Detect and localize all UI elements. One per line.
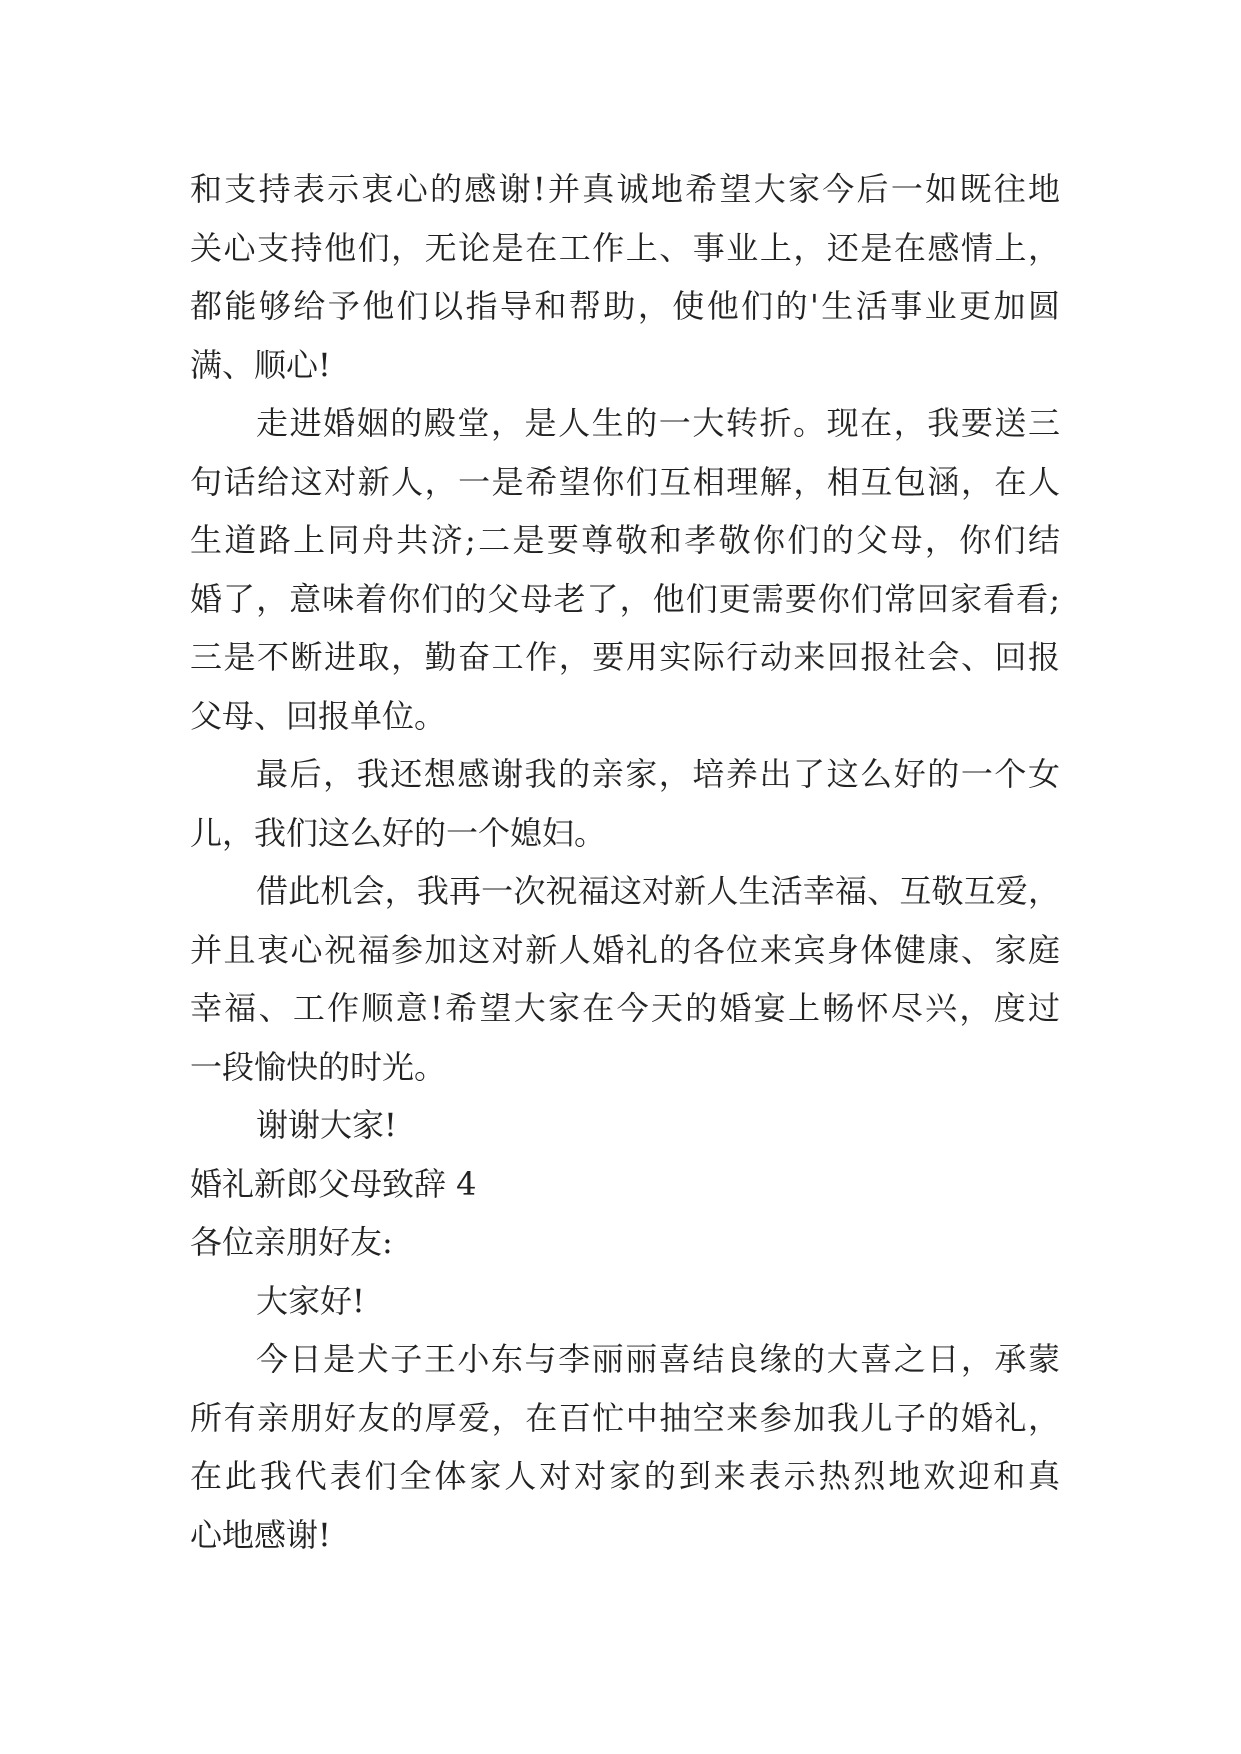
text-line: 并且衷心祝福参加这对新人婚礼的各位来宾身体健康、家庭	[190, 930, 1060, 969]
text-line: 大家好!	[256, 1281, 365, 1320]
text-line: 今日是犬子王小东与李丽丽喜结良缘的大喜之日，承蒙	[256, 1340, 1060, 1378]
text-line: 句话给这对新人，一是希望你们互相理解，相互包涵，在人	[190, 462, 1060, 501]
text-line: 婚礼新郎父母致辞 4	[190, 1164, 477, 1203]
text-line: 在此我代表们全体家人对对家的到来表示热烈地欢迎和真	[190, 1457, 1060, 1495]
document-body	[190, 160, 1060, 1564]
text-line: 满、顺心!	[190, 345, 331, 384]
text-line: 所有亲朋好友的厚爱，在百忙中抽空来参加我儿子的婚礼，	[190, 1398, 1060, 1437]
text-line: 各位亲朋好友:	[190, 1223, 393, 1261]
text-line: 走进婚姻的殿堂，是人生的一大转折。现在，我要送三	[256, 404, 1060, 442]
text-line: 谢谢大家!	[256, 1106, 397, 1144]
text-line: 关心支持他们，无论是在工作上、事业上，还是在感情上，	[190, 228, 1060, 267]
text-line: 一段愉快的时光。	[190, 1047, 447, 1086]
text-line: 儿，我们这么好的一个媳妇。	[190, 813, 607, 852]
text-line: 心地感谢!	[190, 1515, 331, 1554]
text-line: 三是不断进取，勤奋工作，要用实际行动来回报社会、回报	[190, 638, 1060, 676]
text-line: 最后，我还想感谢我的亲家，培养出了这么好的一个女	[256, 755, 1060, 793]
text-line: 生道路上同舟共济;二是要尊敬和孝敬你们的父母，你们结	[190, 521, 1060, 559]
text-line: 都能够给予他们以指导和帮助，使他们的'生活事业更加圆	[190, 287, 1060, 325]
text-line: 和支持表示衷心的感谢!并真诚地希望大家今后一如既往地	[190, 170, 1060, 208]
text-line: 幸福、工作顺意!希望大家在今天的婚宴上畅怀尽兴，度过	[190, 989, 1060, 1027]
text-line: 父母、回报单位。	[190, 696, 447, 735]
text-line: 借此机会，我再一次祝福这对新人生活幸福、互敬互爱，	[256, 872, 1060, 910]
text-line: 婚了，意味着你们的父母老了，他们更需要你们常回家看看;	[190, 579, 1060, 618]
